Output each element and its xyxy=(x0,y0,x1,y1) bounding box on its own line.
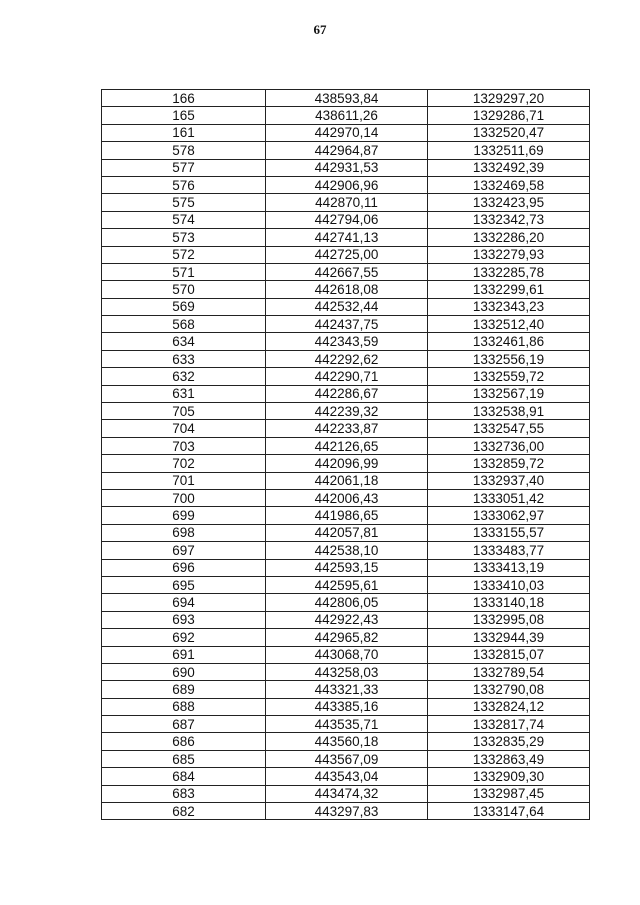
x-coordinate-cell: 443535,71 xyxy=(266,716,428,733)
point-number-cell: 685 xyxy=(102,750,266,767)
point-number-cell: 695 xyxy=(102,576,266,593)
table-row xyxy=(102,646,590,663)
table-row xyxy=(102,455,590,472)
y-coordinate-cell: 1333147,64 xyxy=(428,803,590,820)
x-coordinate-cell: 443321,33 xyxy=(266,681,428,698)
x-coordinate-cell: 442233,87 xyxy=(266,420,428,437)
table-row xyxy=(102,594,590,611)
point-number-cell: 687 xyxy=(102,716,266,733)
table-row xyxy=(102,733,590,750)
y-coordinate-cell: 1332815,07 xyxy=(428,646,590,663)
point-number-cell: 700 xyxy=(102,489,266,506)
x-coordinate-cell: 442006,43 xyxy=(266,489,428,506)
y-coordinate-cell: 1332299,61 xyxy=(428,281,590,298)
x-coordinate-cell: 442725,00 xyxy=(266,246,428,263)
y-coordinate-cell: 1332909,30 xyxy=(428,768,590,785)
table-row xyxy=(102,629,590,646)
x-coordinate-cell: 442970,14 xyxy=(266,124,428,141)
table-row xyxy=(102,246,590,263)
x-coordinate-cell: 442806,05 xyxy=(266,594,428,611)
y-coordinate-cell: 1333483,77 xyxy=(428,542,590,559)
point-number-cell: 633 xyxy=(102,350,266,367)
point-number-cell: 577 xyxy=(102,159,266,176)
table-row xyxy=(102,316,590,333)
point-number-cell: 688 xyxy=(102,698,266,715)
x-coordinate-cell: 442595,61 xyxy=(266,576,428,593)
y-coordinate-cell: 1329286,71 xyxy=(428,107,590,124)
y-coordinate-cell: 1333410,03 xyxy=(428,576,590,593)
y-coordinate-cell: 1332987,45 xyxy=(428,785,590,802)
point-number-cell: 575 xyxy=(102,194,266,211)
x-coordinate-cell: 442290,71 xyxy=(266,368,428,385)
table-row xyxy=(102,803,590,820)
table-row xyxy=(102,559,590,576)
point-number-cell: 576 xyxy=(102,176,266,193)
x-coordinate-cell: 443567,09 xyxy=(266,750,428,767)
point-number-cell: 690 xyxy=(102,663,266,680)
x-coordinate-cell: 442667,55 xyxy=(266,263,428,280)
table-row xyxy=(102,229,590,246)
table-row xyxy=(102,385,590,402)
table-row xyxy=(102,524,590,541)
y-coordinate-cell: 1329297,20 xyxy=(428,90,590,107)
table-row xyxy=(102,420,590,437)
point-number-cell: 698 xyxy=(102,524,266,541)
y-coordinate-cell: 1332995,08 xyxy=(428,611,590,628)
y-coordinate-cell: 1332342,73 xyxy=(428,211,590,228)
table-row xyxy=(102,107,590,124)
x-coordinate-cell: 442931,53 xyxy=(266,159,428,176)
y-coordinate-cell: 1333413,19 xyxy=(428,559,590,576)
point-number-cell: 684 xyxy=(102,768,266,785)
x-coordinate-cell: 438593,84 xyxy=(266,90,428,107)
point-number-cell: 166 xyxy=(102,90,266,107)
x-coordinate-cell: 442057,81 xyxy=(266,524,428,541)
y-coordinate-cell: 1332817,74 xyxy=(428,716,590,733)
y-coordinate-cell: 1332736,00 xyxy=(428,437,590,454)
table-row xyxy=(102,403,590,420)
table-row xyxy=(102,611,590,628)
x-coordinate-cell: 442239,32 xyxy=(266,403,428,420)
y-coordinate-cell: 1332789,54 xyxy=(428,663,590,680)
table-row xyxy=(102,507,590,524)
table-row xyxy=(102,211,590,228)
x-coordinate-cell: 442618,08 xyxy=(266,281,428,298)
y-coordinate-cell: 1332863,49 xyxy=(428,750,590,767)
x-coordinate-cell: 442794,06 xyxy=(266,211,428,228)
point-number-cell: 578 xyxy=(102,142,266,159)
point-number-cell: 631 xyxy=(102,385,266,402)
table-row xyxy=(102,124,590,141)
point-number-cell: 569 xyxy=(102,298,266,315)
point-number-cell: 571 xyxy=(102,263,266,280)
x-coordinate-cell: 442096,99 xyxy=(266,455,428,472)
y-coordinate-cell: 1332520,47 xyxy=(428,124,590,141)
table-row xyxy=(102,350,590,367)
y-coordinate-cell: 1332835,29 xyxy=(428,733,590,750)
table-row xyxy=(102,142,590,159)
point-number-cell: 692 xyxy=(102,629,266,646)
y-coordinate-cell: 1332790,08 xyxy=(428,681,590,698)
table-row xyxy=(102,472,590,489)
x-coordinate-cell: 442437,75 xyxy=(266,316,428,333)
x-coordinate-cell: 443068,70 xyxy=(266,646,428,663)
x-coordinate-cell: 442965,82 xyxy=(266,629,428,646)
point-number-cell: 632 xyxy=(102,368,266,385)
y-coordinate-cell: 1333155,57 xyxy=(428,524,590,541)
point-number-cell: 691 xyxy=(102,646,266,663)
y-coordinate-cell: 1332423,95 xyxy=(428,194,590,211)
table-row xyxy=(102,176,590,193)
y-coordinate-cell: 1332944,39 xyxy=(428,629,590,646)
y-coordinate-cell: 1332512,40 xyxy=(428,316,590,333)
coordinates-table xyxy=(101,89,590,820)
point-number-cell: 701 xyxy=(102,472,266,489)
table-row xyxy=(102,437,590,454)
table-row xyxy=(102,298,590,315)
table-row xyxy=(102,663,590,680)
point-number-cell: 699 xyxy=(102,507,266,524)
point-number-cell: 703 xyxy=(102,437,266,454)
y-coordinate-cell: 1332286,20 xyxy=(428,229,590,246)
table-row xyxy=(102,576,590,593)
x-coordinate-cell: 442286,67 xyxy=(266,385,428,402)
x-coordinate-cell: 443297,83 xyxy=(266,803,428,820)
table-row xyxy=(102,785,590,802)
point-number-cell: 696 xyxy=(102,559,266,576)
point-number-cell: 568 xyxy=(102,316,266,333)
y-coordinate-cell: 1332859,72 xyxy=(428,455,590,472)
table-row xyxy=(102,698,590,715)
point-number-cell: 165 xyxy=(102,107,266,124)
point-number-cell: 682 xyxy=(102,803,266,820)
point-number-cell: 570 xyxy=(102,281,266,298)
x-coordinate-cell: 442343,59 xyxy=(266,333,428,350)
table-row xyxy=(102,542,590,559)
y-coordinate-cell: 1332559,72 xyxy=(428,368,590,385)
y-coordinate-cell: 1332824,12 xyxy=(428,698,590,715)
y-coordinate-cell: 1332538,91 xyxy=(428,403,590,420)
y-coordinate-cell: 1332461,86 xyxy=(428,333,590,350)
y-coordinate-cell: 1332547,55 xyxy=(428,420,590,437)
point-number-cell: 693 xyxy=(102,611,266,628)
x-coordinate-cell: 443258,03 xyxy=(266,663,428,680)
point-number-cell: 689 xyxy=(102,681,266,698)
y-coordinate-cell: 1332556,19 xyxy=(428,350,590,367)
x-coordinate-cell: 442126,65 xyxy=(266,437,428,454)
table-row xyxy=(102,263,590,280)
table-row xyxy=(102,159,590,176)
x-coordinate-cell: 442964,87 xyxy=(266,142,428,159)
y-coordinate-cell: 1333051,42 xyxy=(428,489,590,506)
point-number-cell: 574 xyxy=(102,211,266,228)
x-coordinate-cell: 442538,10 xyxy=(266,542,428,559)
x-coordinate-cell: 442593,15 xyxy=(266,559,428,576)
point-number-cell: 686 xyxy=(102,733,266,750)
coordinates-table-body xyxy=(102,90,590,820)
table-row xyxy=(102,281,590,298)
y-coordinate-cell: 1332469,58 xyxy=(428,176,590,193)
x-coordinate-cell: 443543,04 xyxy=(266,768,428,785)
point-number-cell: 697 xyxy=(102,542,266,559)
table-row xyxy=(102,90,590,107)
point-number-cell: 634 xyxy=(102,333,266,350)
page-number: 67 xyxy=(313,22,327,37)
x-coordinate-cell: 442906,96 xyxy=(266,176,428,193)
y-coordinate-cell: 1332492,39 xyxy=(428,159,590,176)
y-coordinate-cell: 1332279,93 xyxy=(428,246,590,263)
point-number-cell: 683 xyxy=(102,785,266,802)
table-row xyxy=(102,489,590,506)
point-number-cell: 573 xyxy=(102,229,266,246)
point-number-cell: 694 xyxy=(102,594,266,611)
x-coordinate-cell: 443560,18 xyxy=(266,733,428,750)
y-coordinate-cell: 1332511,69 xyxy=(428,142,590,159)
y-coordinate-cell: 1332343,23 xyxy=(428,298,590,315)
y-coordinate-cell: 1333062,97 xyxy=(428,507,590,524)
x-coordinate-cell: 442922,43 xyxy=(266,611,428,628)
point-number-cell: 702 xyxy=(102,455,266,472)
x-coordinate-cell: 442741,13 xyxy=(266,229,428,246)
x-coordinate-cell: 443474,32 xyxy=(266,785,428,802)
x-coordinate-cell: 438611,26 xyxy=(266,107,428,124)
x-coordinate-cell: 442870,11 xyxy=(266,194,428,211)
table-row xyxy=(102,368,590,385)
table-row xyxy=(102,716,590,733)
point-number-cell: 705 xyxy=(102,403,266,420)
x-coordinate-cell: 443385,16 xyxy=(266,698,428,715)
y-coordinate-cell: 1332567,19 xyxy=(428,385,590,402)
y-coordinate-cell: 1332937,40 xyxy=(428,472,590,489)
y-coordinate-cell: 1333140,18 xyxy=(428,594,590,611)
point-number-cell: 161 xyxy=(102,124,266,141)
table-row xyxy=(102,194,590,211)
table-row xyxy=(102,750,590,767)
table-row xyxy=(102,768,590,785)
point-number-cell: 572 xyxy=(102,246,266,263)
x-coordinate-cell: 442532,44 xyxy=(266,298,428,315)
table-row xyxy=(102,681,590,698)
x-coordinate-cell: 441986,65 xyxy=(266,507,428,524)
point-number-cell: 704 xyxy=(102,420,266,437)
x-coordinate-cell: 442061,18 xyxy=(266,472,428,489)
y-coordinate-cell: 1332285,78 xyxy=(428,263,590,280)
x-coordinate-cell: 442292,62 xyxy=(266,350,428,367)
table-row xyxy=(102,333,590,350)
